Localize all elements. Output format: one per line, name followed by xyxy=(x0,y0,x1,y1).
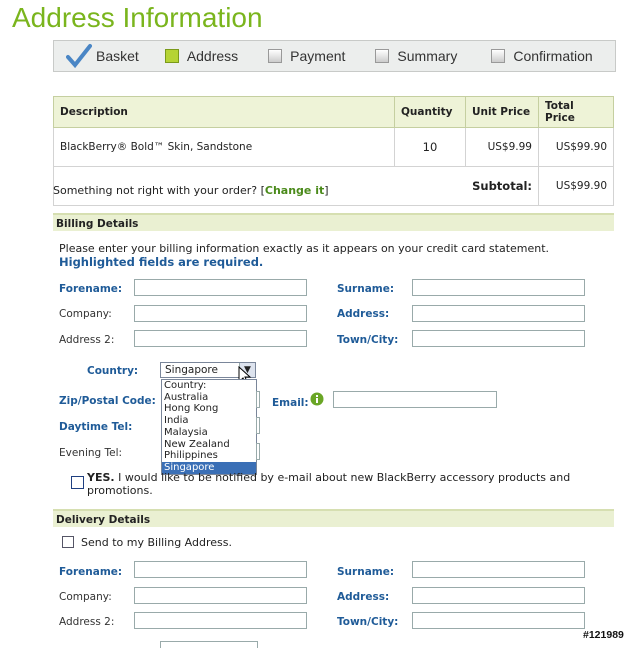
optin-message: I would like to be notified by e-mail about new BlackBerry accessory products and promotions. xyxy=(87,471,571,497)
change-it-link[interactable]: Change it xyxy=(264,184,325,197)
daytime-tel-input[interactable] xyxy=(256,417,260,434)
checkout-steps xyxy=(53,40,616,72)
table-header-row xyxy=(54,97,614,128)
forename-input[interactable] xyxy=(134,279,307,296)
item-total-price: US$99.90 xyxy=(539,128,614,167)
step-confirmation[interactable] xyxy=(491,48,592,64)
country-option[interactable]: Hong Kong xyxy=(164,403,219,415)
delivery-address-input[interactable] xyxy=(412,587,585,604)
country-option-selected[interactable]: Singapore xyxy=(162,462,256,474)
page-title: Address Information xyxy=(12,2,263,33)
optin-text xyxy=(87,472,597,497)
address-label: Address: xyxy=(337,308,390,320)
col-unit-price: Unit Price xyxy=(466,97,539,128)
required-note: Highlighted fields are required. xyxy=(59,255,264,269)
delivery-surname-input[interactable] xyxy=(412,561,585,578)
address2-label: Address 2: xyxy=(59,334,115,346)
email-label: Email: xyxy=(272,397,309,409)
step-summary-label: Summary xyxy=(397,48,458,64)
delivery-company-label: Company: xyxy=(59,591,112,603)
subtotal-value: US$99.90 xyxy=(539,167,614,206)
send-to-billing-label: Send to my Billing Address. xyxy=(81,536,232,549)
country-option[interactable]: New Zealand xyxy=(164,438,230,450)
company-input[interactable] xyxy=(134,305,307,322)
surname-label: Surname: xyxy=(337,283,395,295)
zip-label: Zip/Postal Code: xyxy=(59,395,156,407)
delivery-town-input[interactable] xyxy=(412,612,585,629)
step-address[interactable] xyxy=(165,48,238,64)
country-option[interactable]: India xyxy=(164,415,189,427)
forename-label: Forename: xyxy=(59,283,123,295)
step-payment[interactable] xyxy=(268,48,345,64)
delivery-surname-label: Surname: xyxy=(337,566,395,578)
billing-intro: Please enter your billing information exactly as it appears on your credit card statement. xyxy=(59,242,550,255)
optin-checkbox[interactable] xyxy=(71,476,84,489)
step-address-label: Address xyxy=(186,48,239,64)
table-row xyxy=(54,128,614,167)
country-option[interactable]: Malaysia xyxy=(164,426,208,438)
item-quantity: 10 xyxy=(395,128,466,167)
change-order-note xyxy=(53,184,329,197)
country-label: Country: xyxy=(87,365,139,377)
country-option[interactable]: Australia xyxy=(164,391,209,403)
country-option[interactable]: Philippines xyxy=(164,450,218,462)
send-to-billing-checkbox[interactable] xyxy=(62,536,74,548)
step-confirmation-label: Confirmation xyxy=(513,48,593,64)
delivery-address2-input[interactable] xyxy=(134,612,307,629)
daytime-tel-label: Daytime Tel: xyxy=(59,421,133,433)
checkmark-icon xyxy=(66,43,92,69)
company-label: Company: xyxy=(59,308,112,320)
step-summary[interactable] xyxy=(375,48,457,64)
email-input[interactable] xyxy=(333,391,497,408)
town-input[interactable] xyxy=(412,330,585,347)
col-description: Description xyxy=(54,97,395,128)
evening-tel-input[interactable] xyxy=(256,443,260,460)
step-basket-label: Basket xyxy=(96,48,139,64)
billing-section-header: Billing Details xyxy=(53,213,614,231)
chevron-down-icon[interactable]: ▼ xyxy=(239,363,255,377)
delivery-forename-input[interactable] xyxy=(134,561,307,578)
delivery-section-header: Delivery Details xyxy=(53,509,614,527)
watermark: #121989 xyxy=(583,629,624,641)
optin-bold: YES. xyxy=(87,471,115,484)
country-option[interactable]: Country: xyxy=(164,380,207,391)
item-description: BlackBerry® Bold™ Skin, Sandstone xyxy=(54,128,395,167)
active-step-icon xyxy=(165,49,179,63)
surname-input[interactable] xyxy=(412,279,585,296)
info-icon[interactable] xyxy=(310,392,324,406)
step-box-icon xyxy=(491,49,505,63)
change-note-text: Something not right with your order? [ xyxy=(53,184,265,197)
step-box-icon xyxy=(268,49,282,63)
address2-input[interactable] xyxy=(134,330,307,347)
zip-input[interactable] xyxy=(256,391,260,408)
evening-tel-label: Evening Tel: xyxy=(59,447,123,459)
col-quantity: Quantity xyxy=(395,97,466,128)
country-dropdown-list xyxy=(161,379,257,475)
col-total-price: Total Price xyxy=(539,97,614,128)
town-label: Town/City: xyxy=(337,334,399,346)
delivery-town-label: Town/City: xyxy=(337,616,399,628)
delivery-forename-label: Forename: xyxy=(59,566,123,578)
address-input[interactable] xyxy=(412,305,585,322)
subtotal-label: Subtotal: xyxy=(54,167,539,206)
delivery-country-select[interactable] xyxy=(160,641,258,648)
item-unit-price: US$9.99 xyxy=(466,128,539,167)
delivery-address-label: Address: xyxy=(337,591,390,603)
step-basket[interactable] xyxy=(66,43,139,69)
step-box-icon xyxy=(375,49,389,63)
country-select-value: Singapore xyxy=(165,364,218,376)
delivery-address2-label: Address 2: xyxy=(59,616,115,628)
delivery-company-input[interactable] xyxy=(134,587,307,604)
step-payment-label: Payment xyxy=(290,48,346,64)
change-note-close: ] xyxy=(324,184,329,197)
